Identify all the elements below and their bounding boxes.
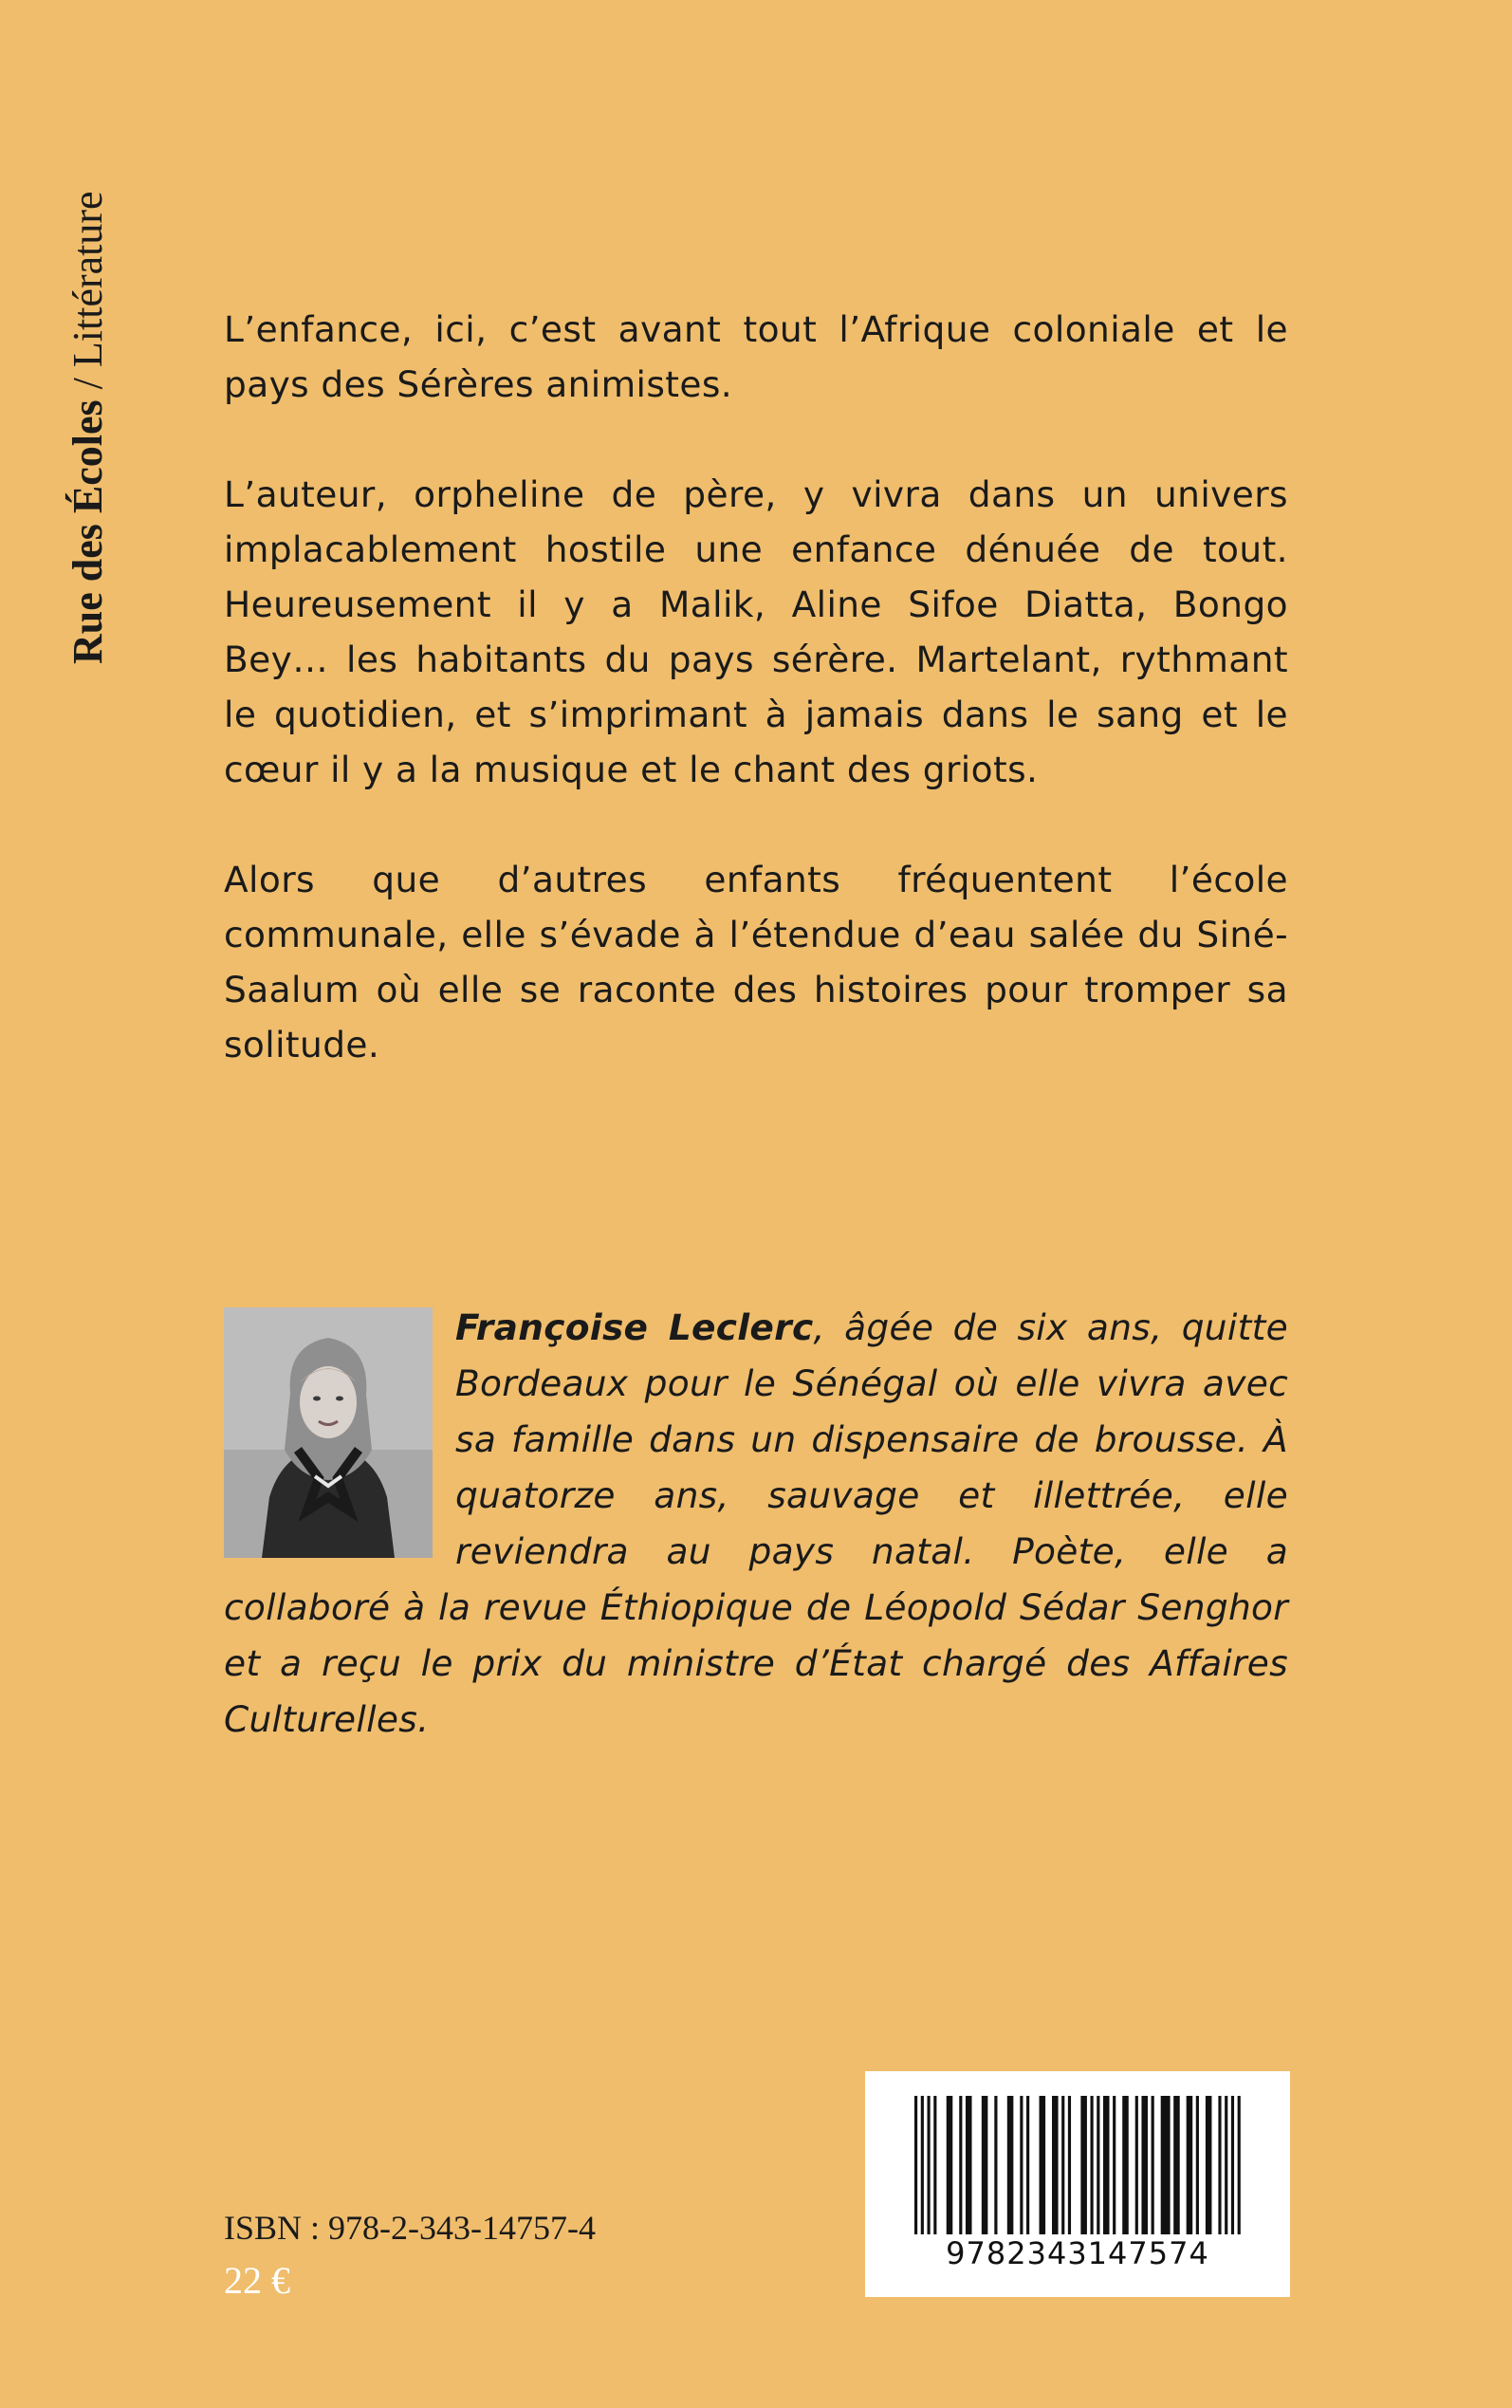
barcode-bar [1090,2096,1093,2234]
barcode-digits: 9782343147574 [946,2235,1209,2271]
spine-text [65,191,112,664]
barcode-bar [914,2096,917,2234]
barcode-bar [1206,2096,1212,2234]
barcode-bar [1052,2096,1059,2234]
price-text: 22 € [224,2259,290,2302]
barcode-bar [1080,2096,1087,2234]
barcode-bar [1113,2096,1116,2234]
barcode-bar [1173,2096,1180,2234]
author-portrait-drawing [224,1307,433,1558]
blurb-paragraph-3: Alors que d’autres enfants fréquentent l’école communale, elle s’évade à l’étendue d’eau salée du Siné-Saalum où elle se raconte des histoires pour tromper sa solitude. [224,859,1288,1065]
barcode-bar [959,2096,962,2234]
barcode-bar [1103,2096,1110,2234]
author-name: Françoise Leclerc [455,1306,814,1348]
barcode [865,2071,1290,2297]
barcode-bar [933,2096,936,2234]
author-photo [224,1307,433,1558]
blurb-paragraph-2: L’auteur, orpheline de père, y vivra dans un univers implacablement hostile une enfance dénuée de tout. Heureusement il y a Malik, Aline Sifoe Diatta, Bongo Bey… les habitants du pays sérère. Martelant, rythmant le quotidien, et s’imprimant à jamais dans le sang et le cœur il y a la musique et le chant des griots. [224,473,1288,790]
barcode-bar [1097,2096,1099,2234]
barcode-bar [1122,2096,1129,2234]
barcode-bar [947,2096,953,2234]
barcode-bar [1020,2096,1023,2234]
barcode-bar [1161,2096,1171,2234]
barcode-bar [927,2096,930,2234]
barcode-bars [914,2096,1241,2234]
barcode-bar [1225,2096,1227,2234]
barcode-bar [1007,2096,1014,2234]
barcode-bar [921,2096,924,2234]
barcode-bar [1238,2096,1241,2234]
barcode-bar [994,2096,997,2234]
barcode-bar [1196,2096,1199,2234]
spine-separator: / [65,367,111,400]
barcode-bar [1141,2096,1148,2234]
barcode-bar [1040,2096,1046,2234]
collection-name: Rue des Écoles [65,399,111,664]
isbn-text: ISBN : 978-2-343-14757-4 [224,2209,596,2247]
barcode-bar [1026,2096,1029,2234]
barcode-bar [1068,2096,1071,2234]
barcode-bar [1231,2096,1234,2234]
author-bio-text: , âgée de six ans, quitte Bordeaux pour le Sénégal où elle vivra avec sa famille dans un dispensaire de brousse. À quatorze ans, sauvage et illettrée, elle reviendra au pays natal. Poète, elle a collaboré à la revue Éthiopique de Léopold Sédar Senghor et a reçu le prix du ministre d’État chargé des Affaires Culturelles. [224,1306,1288,1740]
barcode-bar [966,2096,972,2234]
blurb-paragraph-1: L’enfance, ici, c’est avant tout l’Afrique coloniale et le pays des Sérères animistes. [224,308,1288,405]
series-name: Littérature [65,191,111,368]
barcode-bar [982,2096,988,2234]
barcode-bar [1135,2096,1138,2234]
barcode-bar [1218,2096,1221,2234]
barcode-bar [1152,2096,1154,2234]
barcode-bar [1061,2096,1064,2234]
barcode-bar [1187,2096,1193,2234]
back-cover-blurb [224,302,1288,1072]
